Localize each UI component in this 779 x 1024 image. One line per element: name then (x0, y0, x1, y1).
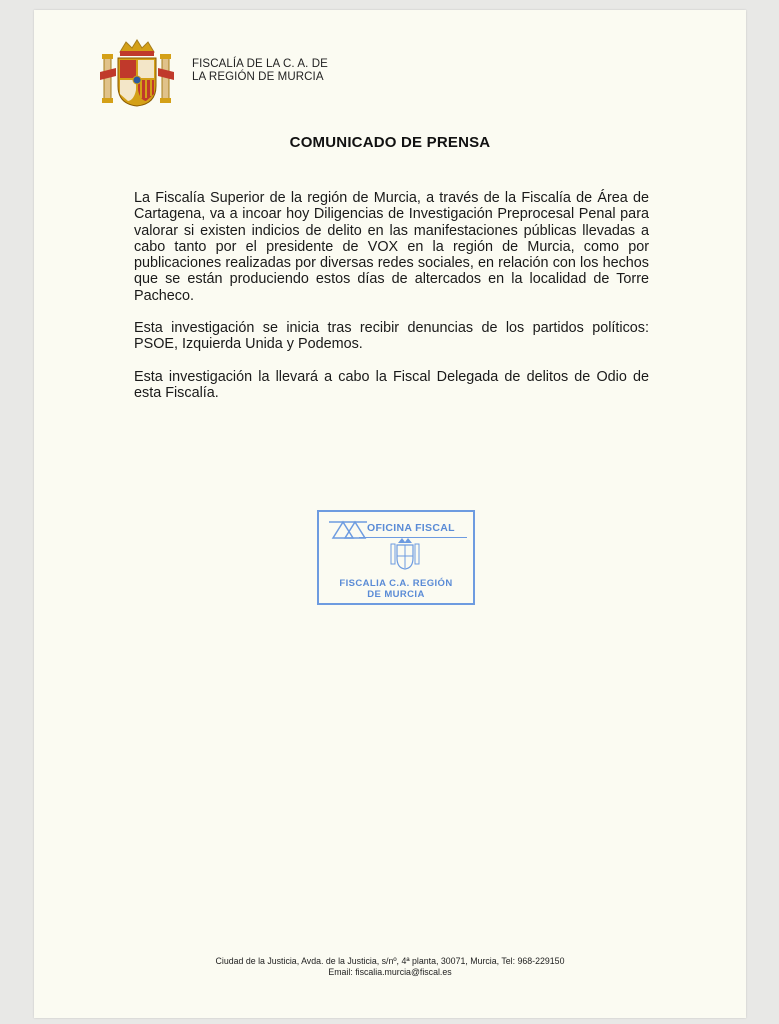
stamp-name-line-1: FISCALIA C.A. REGIÓN (339, 578, 453, 589)
letterhead (100, 38, 400, 108)
paragraph-1: La Fiscalía Superior de la región de Murcia, a través de la Fiscalía de Área de Cartagena, va a incoar hoy Diligencias de Investigación Preprocesal Penal para valorar si existen indicios de delito en las manifestaciones públicas llevadas a cabo tanto por el presidente de VOX en la región de Murcia, como por publicaciones realizadas por diversas redes sociales, en relación con los hechos que se están produciendo estos días de altercados en la localidad de Torre Pacheco. (134, 190, 649, 304)
coat-of-arms-icon (100, 38, 178, 108)
footer-address: Ciudad de la Justicia, Avda. de la Justicia, s/nº, 4ª planta, 30071, Murcia, Tel: 968-229150 (215, 956, 565, 966)
stamp-divider (359, 537, 467, 538)
document-body (134, 190, 649, 417)
official-stamp (317, 510, 475, 605)
org-line-2: LA REGIÓN DE MURCIA (192, 71, 324, 83)
paragraph-3: Esta investigación la llevará a cabo la Fiscal Delegada de delitos de Odio de esta Fiscalía. (134, 368, 649, 401)
stamp-name (319, 578, 473, 600)
organization-name (192, 58, 328, 84)
footer-email: Email: fiscalia.murcia@fiscal.es (328, 967, 452, 977)
document-title: COMUNICADO DE PRENSA (289, 134, 491, 151)
paragraph-2: Esta investigación se inicia tras recibir denuncias de los partidos políticos: PSOE, Izquierda Unida y Podemos. (134, 320, 649, 353)
stamp-name-line-2: DE MURCIA (367, 589, 425, 600)
stamp-office-label: OFICINA FISCAL (367, 522, 455, 534)
org-line-1: FISCALÍA DE LA C. A. DE (192, 58, 328, 70)
document-footer (34, 956, 746, 978)
document-page (34, 10, 746, 1018)
